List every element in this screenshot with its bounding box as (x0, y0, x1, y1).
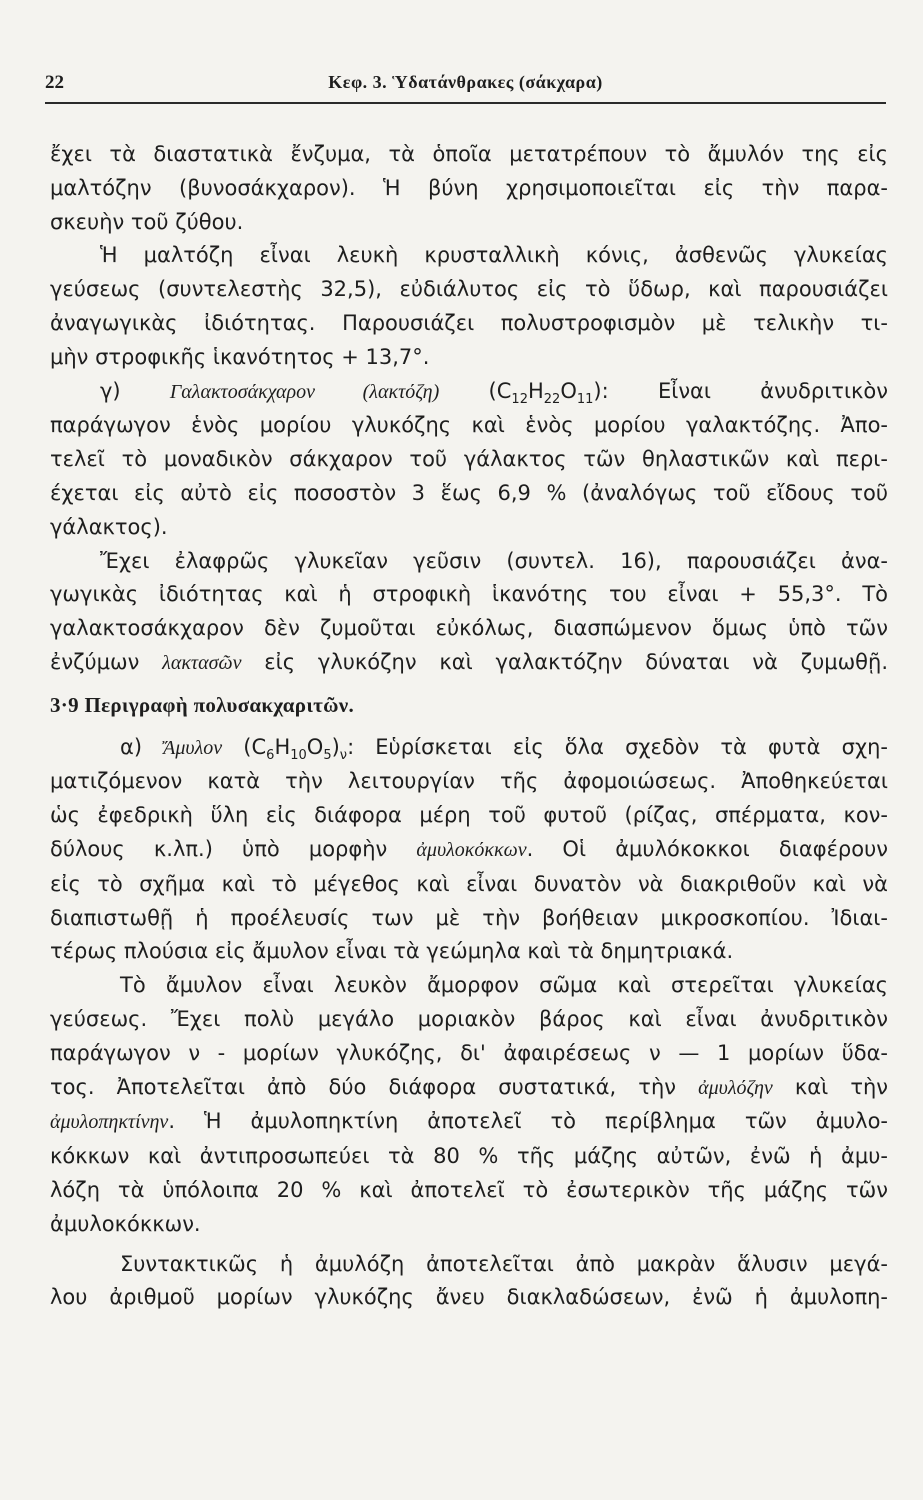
formula (439, 378, 594, 407)
paragraph-amylose-structure (50, 1248, 888, 1316)
text-line: Ἡ μαλτόζη εἶναι λευκὴ κρυσταλλικὴ κόνις, ἀσθενῶς γλυκείας (100, 243, 888, 268)
text-line: λόζη τὰ ὑπόλοιπα 20 % καὶ ἀποτελεῖ τὸ ἐσωτερικὸν τῆς μάζης τῶν (50, 1177, 888, 1202)
text-line (50, 1071, 888, 1106)
text-span: εἰς γλυκόζην καὶ γαλακτόζην δύναται νὰ ζυμωθῇ. (241, 649, 888, 674)
text-line: παράγωγον ἑνὸς μορίου γλυκόζης καὶ ἑνὸς μορίου γαλακτόζης. Ἀπο- (50, 413, 888, 438)
text-line: μὴν στροφικῆς ἱκανότητος + 13,7°. (50, 344, 430, 369)
text-line: γεύσεως (συντελεστὴς 32,5), εὐδιάλυτος εἰς τὸ ὕδωρ, καὶ παρουσιάζει (50, 277, 888, 302)
paragraph-maltose (50, 239, 888, 374)
text-span: ἐνζύμων (50, 649, 163, 674)
text-line: ἀμυλοκόκκων. (50, 1211, 201, 1236)
italic-term: λακτασῶν (162, 651, 242, 674)
formula-subscript: ν (339, 747, 348, 763)
text-line: Τὸ ἄμυλον εἶναι λευκὸν ἄμορφον σῶμα καὶ στερεῖται γλυκείας (120, 973, 888, 998)
text-line: Συντακτικῶς ἡ ἀμυλόζη ἀποτελεῖται ἀπὸ μακρὰν ἅλυσιν μεγά- (120, 1251, 888, 1276)
text-line: ἔχει τὰ διαστατικὰ ἔνζυμα, τὰ ὁποῖα μετατρέπουν τὸ ἄμυλόν της εἰς (50, 142, 888, 166)
text-line (50, 833, 888, 868)
paragraph-continuation (50, 138, 888, 239)
formula-subscript: 10 (290, 747, 307, 763)
text-span: καὶ τὴν (772, 1074, 889, 1099)
formula-part: H (527, 378, 544, 403)
paragraph-starch (50, 731, 888, 970)
formula-part: (C (222, 734, 267, 759)
formula-subscript: 22 (543, 391, 561, 407)
text-span: ): Εἶναι ἀνυδριτικὸν (593, 378, 889, 403)
text-line: γεύσεως. Ἔχει πολὺ μεγάλο μοριακὸν βάρος καὶ εἶναι ἀνυδριτικὸν (50, 1006, 888, 1031)
formula-part: O (560, 378, 577, 403)
text-line: γωγικὰς ἰδιότητας καὶ ἡ στροφικὴ ἱκανότης του εἶναι + 55,3°. Τὸ (50, 582, 888, 607)
page-header (45, 68, 886, 104)
text-line (50, 1105, 888, 1140)
formula-part: O (306, 734, 324, 759)
page-number: 22 (45, 72, 64, 93)
text-line: ὡς ἐφεδρικὴ ὕλη εἰς διάφορα μέρη τοῦ φυτοῦ (ρίζας, σπέρματα, κον- (50, 803, 888, 828)
formula-subscript: 12 (511, 391, 528, 407)
paragraph-starch-composition (50, 969, 888, 1241)
text-line (50, 731, 888, 766)
text-line: σκευὴν τοῦ ζύθου. (50, 209, 244, 234)
italic-term: ἀμυλοπηκτίνην (50, 1111, 169, 1134)
text-span: τος. Ἀποτελεῖται ἀπὸ δύο διάφορα συστατικά, τὴν (50, 1074, 699, 1099)
formula-part: ) (331, 734, 340, 759)
text-line: έχεται εἰς αὐτὸ εἰς ποσοστὸν 3 ἕως 6,9 % (ἀναλόγως τοῦ εἴδους τοῦ (50, 480, 888, 505)
paragraph-lactose-properties (50, 545, 888, 681)
section-heading: 3·9 Περιγραφὴ πολυσακχαριτῶν. (50, 692, 355, 717)
text-line: διαπιστωθῇ ἡ προέλευσίς των μὲ τὴν βοήθειαν μικροσκοπίου. Ἰδιαι- (50, 905, 888, 930)
text-line: παράγωγον ν - μορίων γλυκόζης, δι' ἀφαιρέσεως ν — 1 μορίων ὕδα- (50, 1040, 888, 1065)
page-body (50, 138, 888, 1315)
running-title: Κεφ. 3. Ὑδατάνθρακες (σάκχαρα) (328, 72, 603, 92)
italic-term: ἀμυλοκόκκων (416, 838, 527, 861)
text-line: γάλακτος). (50, 514, 168, 539)
text-line: μαλτόζην (βυνοσάκχαρον). Ἡ βύνη χρησιμοποιεῖται εἰς τὴν παρα- (50, 175, 888, 200)
text-line: τελεῖ τὸ μοναδικὸν σάκχαρον τοῦ γάλακτος τῶν θηλαστικῶν καὶ περι- (50, 447, 888, 472)
formula-subscript: 6 (266, 747, 275, 763)
text-line (50, 646, 888, 681)
text-span: : Εὑρίσκεται εἰς ὅλα σχεδὸν τὰ φυτὰ σχη- (347, 734, 888, 759)
text-line: λου ἀριθμοῦ μορίων γλυκόζης ἄνευ διακλαδώσεων, ἐνῶ ἡ ἀμυλοπη- (50, 1285, 888, 1310)
text-line: εἰς τὸ σχῆμα καὶ τὸ μέγεθος καὶ εἶναι δυνατὸν νὰ διακριθοῦν καὶ νὰ (50, 871, 888, 896)
italic-term: Γαλακτοσάκχαρον (λακτόζη) (169, 380, 440, 403)
text-line: ἀναγωγικὰς ἰδιότητας. Παρουσιάζει πολυστροφισμὸν μὲ τελικὴν τι- (50, 310, 888, 335)
item-marker: γ) (100, 378, 170, 403)
formula (222, 734, 348, 763)
formula-part: H (274, 734, 291, 759)
text-line: τέρως πλούσια εἰς ἄμυλον εἶναι τὰ γεώμηλα καὶ τὰ δημητριακά. (50, 939, 734, 964)
text-line: ματιζόμενον κατὰ τὴν λειτουργίαν τῆς ἀφομοιώσεως. Ἀποθηκεύεται (50, 769, 888, 794)
formula-subscript: 11 (576, 391, 594, 407)
text-span: δύλους κ.λπ.) ὑπὸ μορφὴν (50, 836, 417, 861)
paragraph-lactose (50, 375, 888, 545)
italic-term: ἀμυλόζην (698, 1076, 773, 1099)
text-line (50, 375, 888, 410)
item-marker: α) (120, 734, 164, 759)
text-span: . Ἡ ἀμυλοπηκτίνη ἀποτελεῖ τὸ περίβλημα τῶν ἀμυλο- (168, 1109, 888, 1134)
text-line: κόκκων καὶ ἀντιπροσωπεύει τὰ 80 % τῆς μάζης αὐτῶν, ἐνῶ ἡ ἀμυ- (50, 1144, 888, 1169)
italic-term: Ἄμυλον (163, 736, 223, 759)
formula-subscript: 5 (323, 747, 332, 763)
text-line: γαλακτοσάκχαρον δὲν ζυμοῦται εὐκόλως, διασπώμενον ὅμως ὑπὸ τῶν (50, 616, 888, 641)
formula-part: (C (439, 378, 512, 403)
text-span: . Οἱ ἀμυλόκοκκοι διαφέρουν (526, 836, 888, 861)
text-line: Ἔχει ἐλαφρῶς γλυκεῖαν γεῦσιν (συντελ. 16), παρουσιάζει ἀνα- (100, 548, 888, 573)
